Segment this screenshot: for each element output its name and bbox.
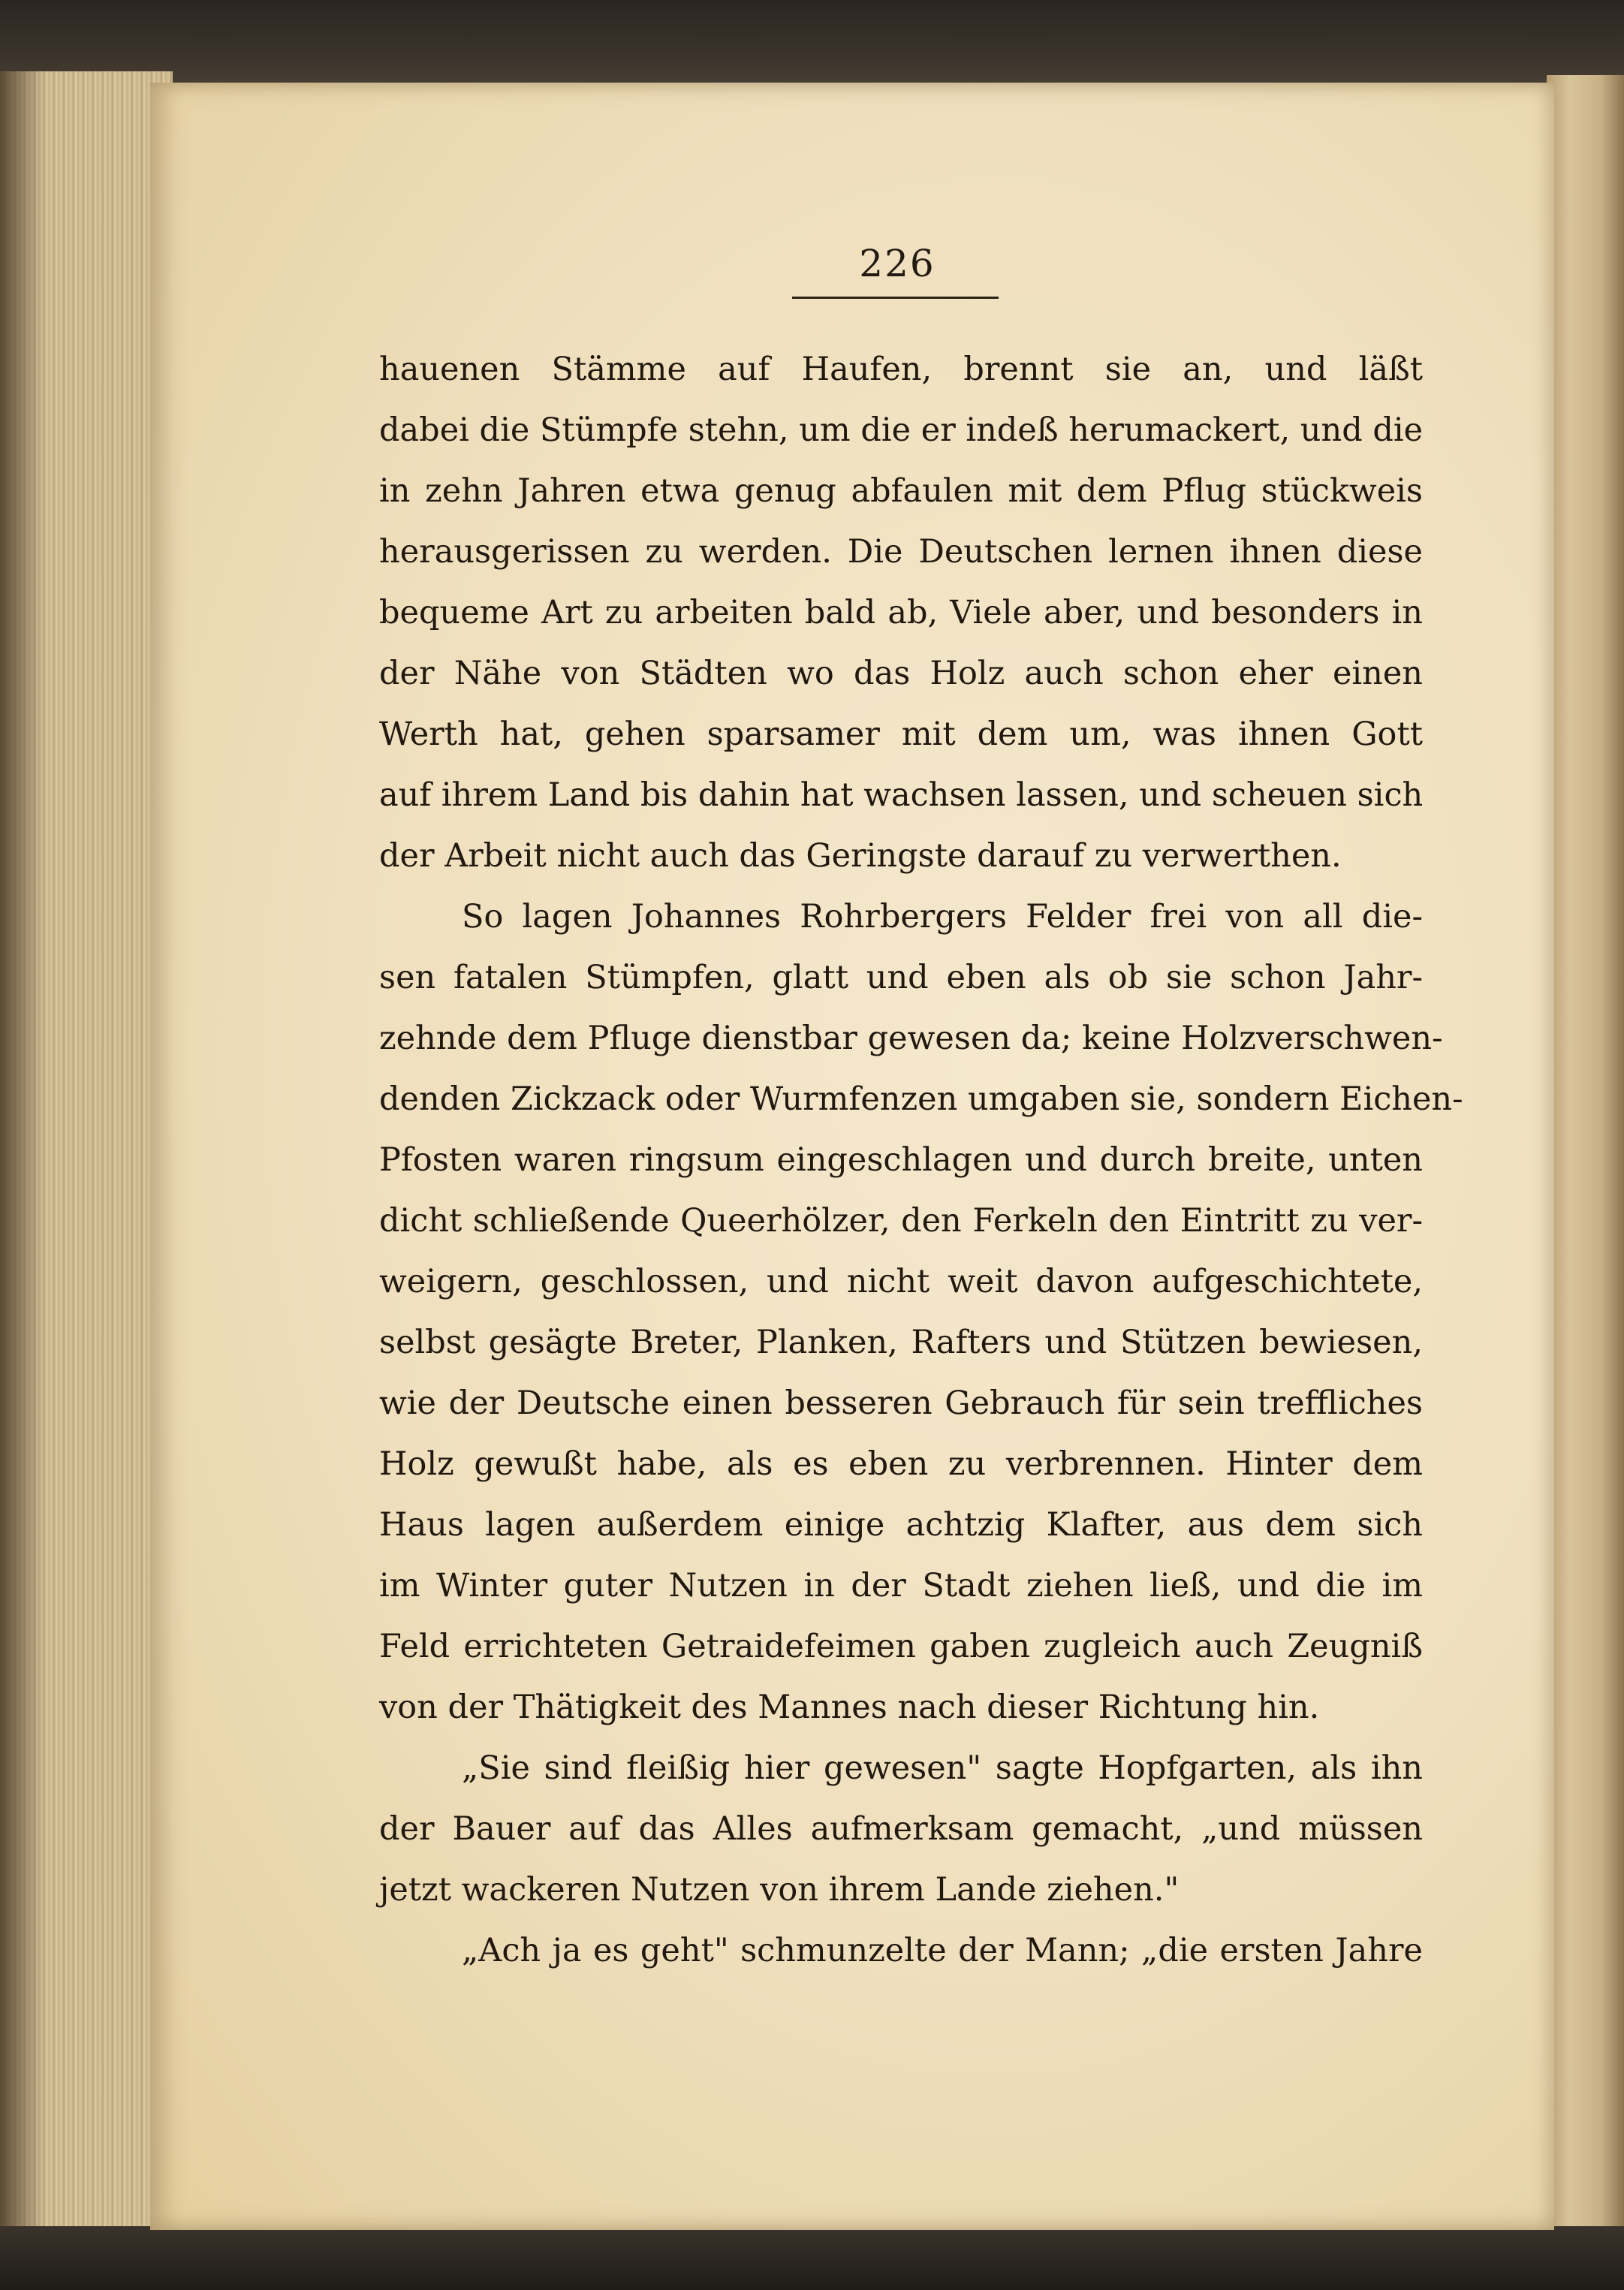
- text-line: denden Zickzack oder Wurmfenzen umgaben sie, sondern Eichen-: [379, 1080, 1463, 1118]
- book-cover-bottom-edge: [0, 2226, 1624, 2290]
- right-page-edge: [1547, 75, 1624, 2237]
- text-line: „Sie sind fleißig hier gewesen" sagte Hopfgarten, als ihn: [462, 1749, 1423, 1787]
- text-line: dabei die Stümpfe stehn, um die er indeß herumackert, und die: [379, 411, 1424, 449]
- text-line: weigern, geschlossen, und nicht weit davon aufgeschichtete,: [379, 1263, 1423, 1300]
- body-text: [379, 339, 1463, 1981]
- text-line: wie der Deutsche einen besseren Gebrauch für sein treffliches: [379, 1385, 1423, 1422]
- text-line: Pfosten waren ringsum eingeschlagen und durch breite, unten: [379, 1141, 1423, 1179]
- header-rule: [792, 297, 999, 299]
- text-line: der Nähe von Städten wo das Holz auch schon eher einen: [379, 655, 1423, 692]
- text-line: von der Thätigkeit des Mannes nach dieser Richtung hin.: [379, 1689, 1320, 1726]
- book-cover-top-edge: [0, 0, 1624, 90]
- text-line: der Bauer auf das Alles aufmerksam gemacht, „und müssen: [379, 1810, 1423, 1848]
- text-line: herausgerissen zu werden. Die Deutschen lernen ihnen diese: [379, 533, 1423, 571]
- text-line: Haus lagen außerdem einige achtzig Klafter, aus dem sich: [379, 1506, 1423, 1544]
- text-line: bequeme Art zu arbeiten bald ab, Viele aber, und besonders in: [379, 594, 1423, 631]
- text-line: jetzt wackeren Nutzen von ihrem Lande ziehen.": [379, 1871, 1180, 1909]
- text-line: dicht schließende Queerhölzer, den Ferkeln den Eintritt zu ver-: [379, 1202, 1423, 1240]
- text-line: Feld errichteten Getraidefeimen gaben zugleich auch Zeugniß: [379, 1628, 1423, 1665]
- text-line: auf ihrem Land bis dahin hat wachsen lassen, und scheuen sich: [379, 776, 1424, 814]
- text-line: hauenen Stämme auf Haufen, brennt sie an, und läßt: [379, 351, 1423, 388]
- text-line: in zehn Jahren etwa genug abfaulen mit dem Pflug stückweis: [379, 472, 1423, 510]
- text-line: Holz gewußt habe, als es eben zu verbrennen. Hinter dem: [379, 1445, 1423, 1483]
- text-line: selbst gesägte Breter, Planken, Rafters und Stützen bewiesen,: [379, 1324, 1423, 1361]
- text-line: Werth hat, gehen sparsamer mit dem um, was ihnen Gott: [379, 716, 1423, 753]
- text-line: zehnde dem Pfluge dienstbar gewesen da; keine Holzverschwen-: [379, 1020, 1443, 1057]
- page-number: 226: [859, 242, 936, 285]
- text-line: „Ach ja es geht" schmunzelte der Mann; „die ersten Jahre: [462, 1932, 1423, 1969]
- text-line: So lagen Johannes Rohrbergers Felder frei von all die-: [462, 898, 1423, 936]
- page-edges-shadow: [0, 71, 45, 2252]
- text-line: sen fatalen Stümpfen, glatt und eben als ob sie schon Jahr-: [379, 959, 1423, 996]
- text-line: der Arbeit nicht auch das Geringste darauf zu verwerthen.: [379, 837, 1342, 875]
- text-line: im Winter guter Nutzen in der Stadt ziehen ließ, und die im: [379, 1567, 1423, 1605]
